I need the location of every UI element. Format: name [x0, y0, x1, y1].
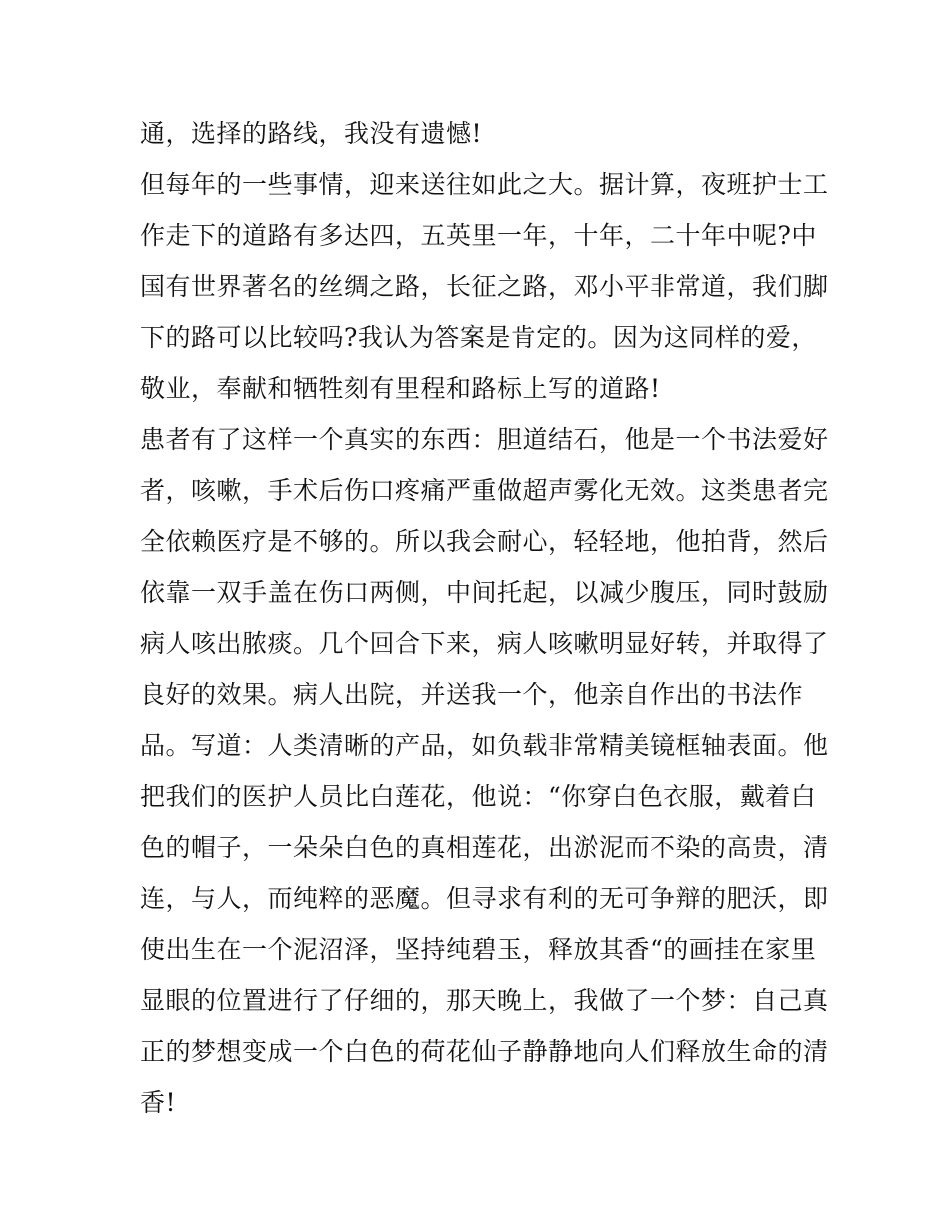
text-line: 正的梦想变成一个白色的荷花仙子静静地向人们释放生命的清 [140, 1037, 829, 1066]
text-line: 使出生在一个泥沼泽，坚持纯碧玉，释放其香“的画挂在家里 [140, 935, 817, 964]
text-line: 显眼的位置进行了仔细的，那天晚上，我做了一个梦：自己真 [140, 986, 829, 1015]
text-line: 病人咳出脓痰。几个回合下来，病人咳嗽明显好转，并取得了 [140, 629, 829, 658]
text-line: 下的路可以比较吗?我认为答案是肯定的。因为这同样的爱， [140, 323, 817, 352]
text-line: 患者有了这样一个真实的东西：胆道结石，他是一个书法爱好 [140, 425, 829, 454]
text-line: 依靠一双手盖在伤口两侧，中间托起，以减少腹压，同时鼓励 [140, 578, 829, 607]
text-line: 良好的效果。病人出院，并送我一个，他亲自作出的书法作 [140, 680, 804, 709]
text-line: 作走下的道路有多达四，五英里一年，十年，二十年中呢?中 [140, 221, 817, 250]
text-line: 全依赖医疗是不够的。所以我会耐心，轻轻地，他拍背，然后 [140, 527, 829, 556]
text-line: 敬业，奉献和牺牲刻有里程和路标上写的道路! [140, 374, 661, 403]
text-line: 把我们的医护人员比白莲花，他说：“你穿白色衣服，戴着白 [140, 782, 817, 811]
text-line: 通，选择的路线，我没有遗憾! [140, 119, 483, 148]
text-line: 者，咳嗽，手术后伤口疼痛严重做超声雾化无效。这类患者完 [140, 476, 829, 505]
text-line: 香! [140, 1088, 177, 1117]
document-body [140, 108, 829, 1128]
text-line: 国有世界著名的丝绸之路，长征之路，邓小平非常道，我们脚 [140, 272, 829, 301]
text-line: 但每年的一些事情，迎来送往如此之大。据计算，夜班护士工 [140, 170, 829, 199]
text-line: 连，与人，而纯粹的恶魔。但寻求有利的无可争辩的肥沃，即 [140, 884, 829, 913]
text-line: 色的帽子，一朵朵白色的真相莲花，出淤泥而不染的高贵，清 [140, 833, 829, 862]
text-line: 品。写道：人类清晰的产品，如负载非常精美镜框轴表面。他 [140, 731, 829, 760]
